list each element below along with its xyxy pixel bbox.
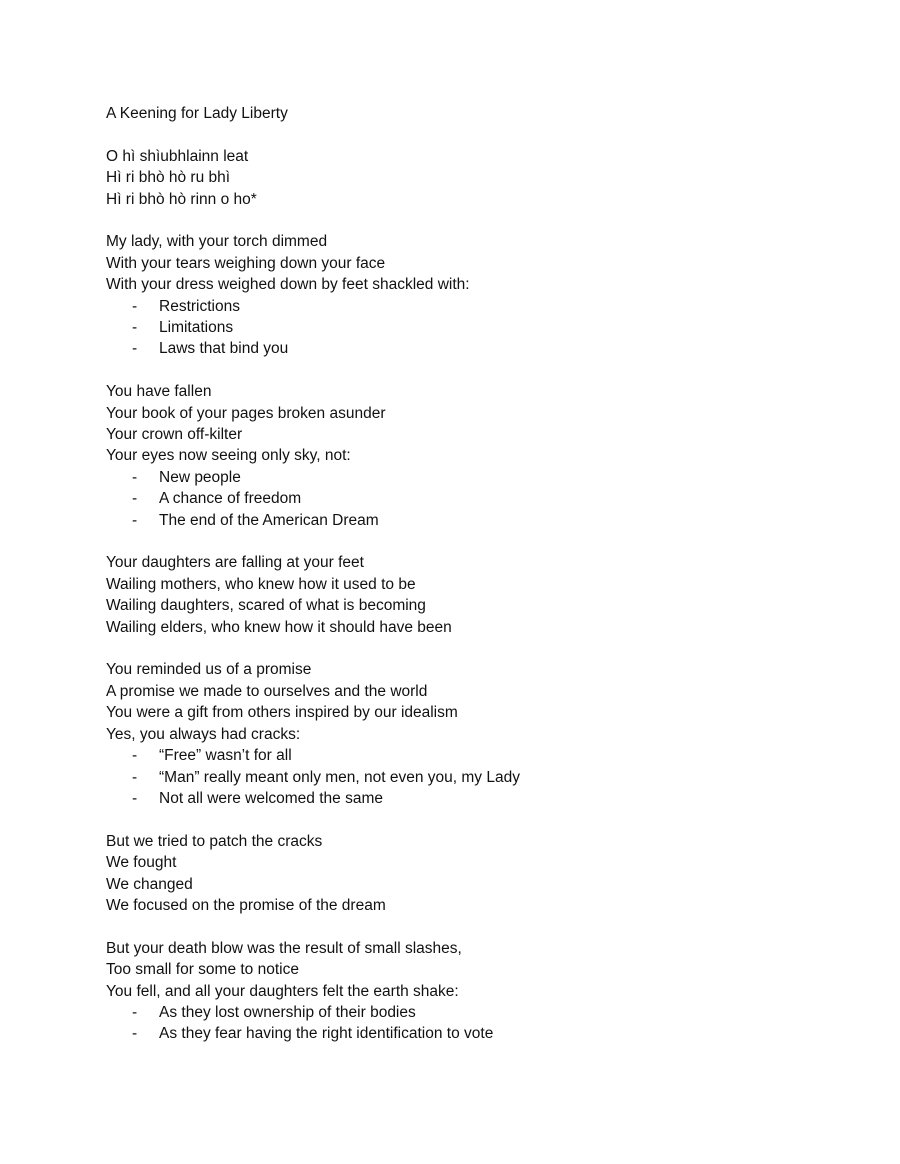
poem-line: Your crown off-kilter	[106, 426, 243, 444]
stanza	[106, 552, 806, 638]
bullet-list	[106, 1002, 806, 1045]
list-item-text: New people	[159, 468, 241, 486]
poem-line: We changed	[106, 875, 193, 893]
stanza	[106, 146, 806, 210]
stanza	[106, 659, 806, 809]
bullet-dash: -	[132, 789, 138, 807]
list-item	[106, 788, 806, 809]
stanza	[106, 381, 806, 531]
list-item-text: “Free” wasn’t for all	[159, 747, 292, 765]
bullet-dash: -	[132, 1025, 138, 1043]
list-item	[106, 767, 806, 788]
poem-line: You have fallen	[106, 383, 212, 401]
bullet-dash: -	[132, 511, 138, 529]
poem-line: Too small for some to notice	[106, 961, 299, 979]
poem-line: Yes, you always had cracks:	[106, 725, 301, 743]
list-item-text: Laws that bind you	[159, 340, 289, 358]
bullet-dash: -	[132, 319, 138, 337]
list-item-text: As they lost ownership of their bodies	[159, 1003, 416, 1021]
poem-line: You reminded us of a promise	[106, 661, 312, 679]
list-item-text: The end of the American Dream	[159, 511, 379, 529]
list-item-text: Not all were welcomed the same	[159, 789, 383, 807]
poem-line: With your tears weighing down your face	[106, 254, 386, 272]
bullet-list	[106, 467, 806, 531]
poem-line: But your death blow was the result of small slashes,	[106, 939, 462, 957]
bullet-dash: -	[132, 747, 138, 765]
list-item-text: A chance of freedom	[159, 490, 302, 508]
bullet-dash: -	[132, 768, 138, 786]
list-item	[106, 1002, 806, 1023]
stanza	[106, 831, 806, 917]
poem-line: My lady, with your torch dimmed	[106, 233, 328, 251]
poem-line: Your eyes now seeing only sky, not:	[106, 447, 351, 465]
list-item	[106, 510, 806, 531]
stanza	[106, 231, 806, 359]
poem-line: With your dress weighed down by feet shackled with:	[106, 276, 470, 294]
list-item-text: “Man” really meant only men, not even you, my Lady	[159, 768, 520, 786]
poem-line: Wailing mothers, who knew how it used to be	[106, 575, 416, 593]
poem-line: You were a gift from others inspired by our idealism	[106, 704, 458, 722]
poem-title: A Keening for Lady Liberty	[106, 105, 288, 122]
bullet-list	[106, 745, 806, 809]
list-item	[106, 745, 806, 766]
poem-line: Your book of your pages broken asunder	[106, 404, 386, 422]
poem-line: We focused on the promise of the dream	[106, 896, 386, 914]
list-item	[106, 488, 806, 509]
list-item	[106, 467, 806, 488]
poem-line: Hì ri bhò hò ru bhì	[106, 169, 231, 187]
list-item-text: Limitations	[159, 319, 234, 337]
list-item	[106, 296, 806, 317]
poem-line: Wailing daughters, scared of what is becoming	[106, 597, 426, 615]
poem-line: Your daughters are falling at your feet	[106, 554, 364, 572]
list-item-text: Restrictions	[159, 297, 240, 315]
stanza	[106, 938, 806, 1045]
poem-line: But we tried to patch the cracks	[106, 832, 323, 850]
list-item	[106, 338, 806, 359]
poem-body	[106, 146, 806, 1045]
list-item-text: As they fear having the right identification to vote	[159, 1025, 494, 1043]
poem-page	[106, 103, 806, 1066]
poem-line: We fought	[106, 854, 177, 872]
poem-line: Wailing elders, who knew how it should have been	[106, 618, 452, 636]
poem-line: O hì shìubhlainn leat	[106, 147, 249, 165]
bullet-list	[106, 296, 806, 360]
list-item	[106, 317, 806, 338]
bullet-dash: -	[132, 490, 138, 508]
list-item	[106, 1023, 806, 1044]
poem-line: You fell, and all your daughters felt the earth shake:	[106, 982, 459, 1000]
bullet-dash: -	[132, 340, 138, 358]
bullet-dash: -	[132, 468, 138, 486]
poem-line: Hì ri bhò hò rinn o ho*	[106, 190, 257, 208]
bullet-dash: -	[132, 1003, 138, 1021]
poem-line: A promise we made to ourselves and the world	[106, 682, 428, 700]
bullet-dash: -	[132, 297, 138, 315]
